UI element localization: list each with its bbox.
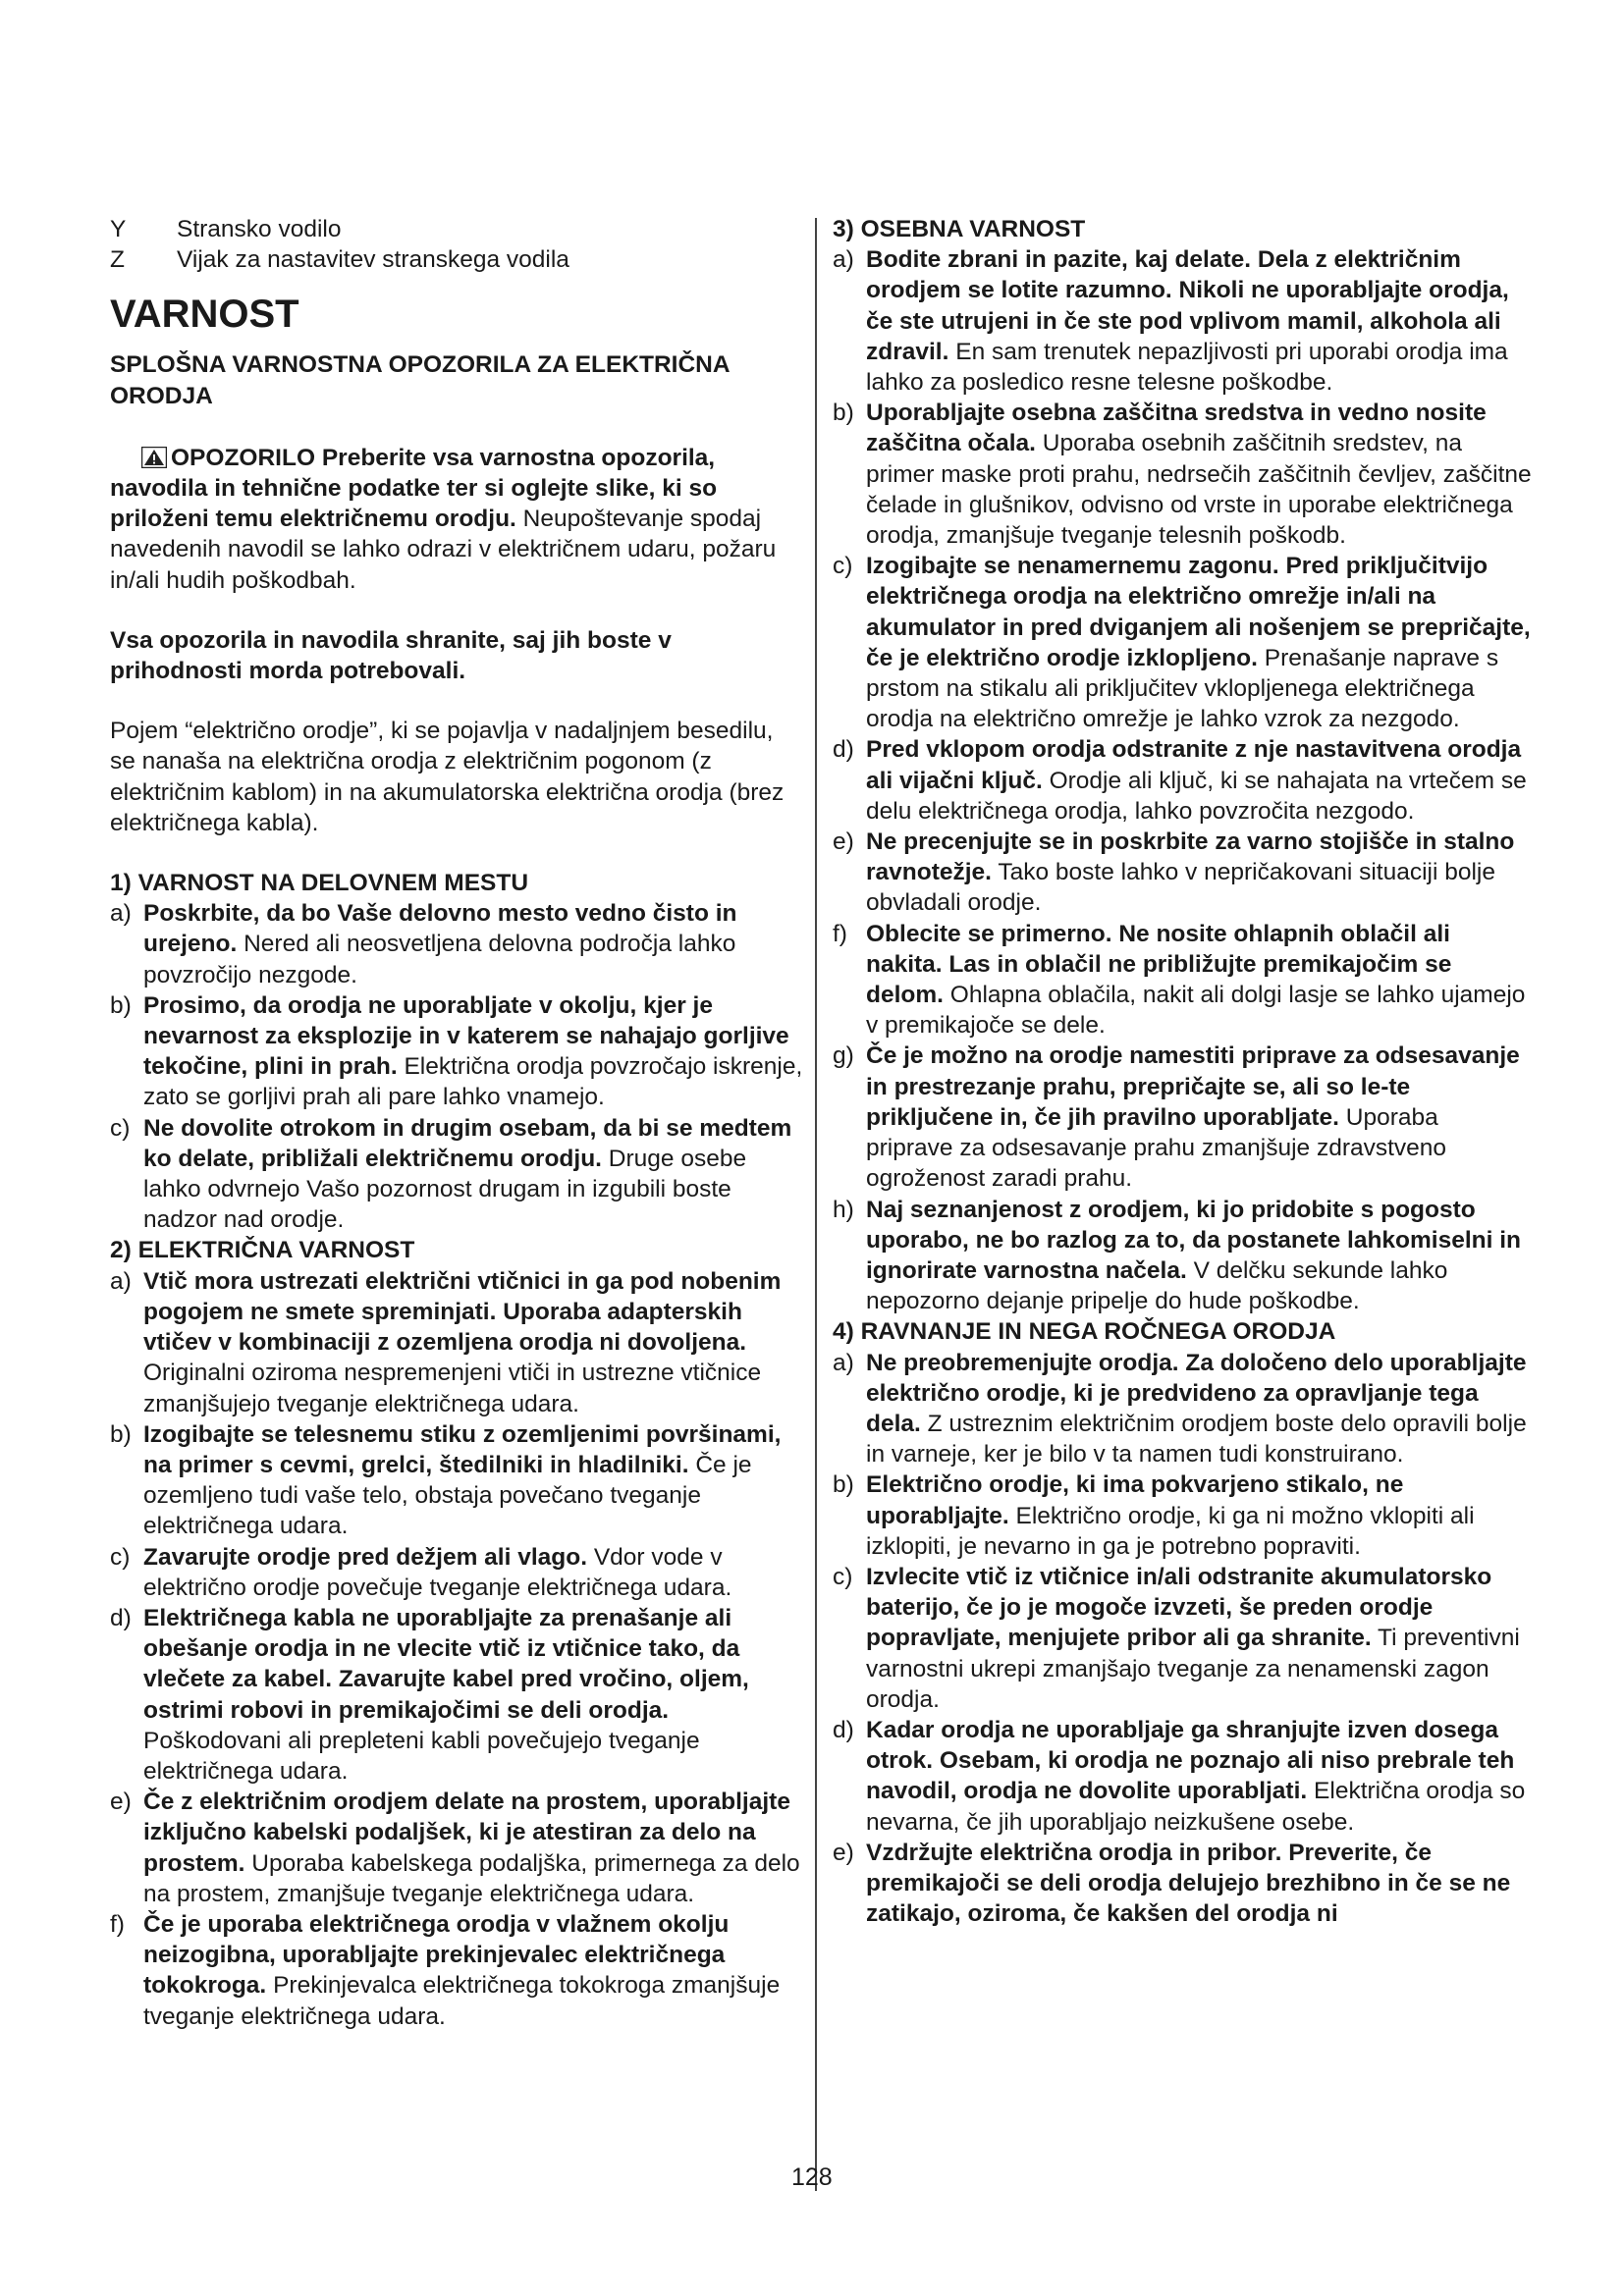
item-normal: Električna orodja povzročajo iskrenje, zato se gorljivi prah ali pare lahko vnamejo. xyxy=(143,1053,803,1111)
section-subtitle: SPLOŠNA VARNOSTNA OPOZORILA ZA ELEKTRIČNA ORODJA xyxy=(110,351,730,409)
item-bold: Ne preobremenjujte orodja. Za določeno delo uporabljajte električno orodje, ki je predvideno za opravljanje tega dela. xyxy=(866,1349,1527,1437)
list-item xyxy=(833,1195,1532,1317)
right-column xyxy=(833,214,1532,1929)
list-item xyxy=(833,1715,1532,1838)
item-normal: Uporaba osebnih zaščitnih sredstev, na primer maske proti prahu, nedrsečih zaščitnih čevljev, zaščitne čelade in glušnikov, odvisno od vrste in uporabe električnega orodja, zmanjšuje tveganje telesnih poškodb. xyxy=(866,430,1532,550)
list-item xyxy=(833,1469,1532,1562)
legend-key: Z xyxy=(110,246,125,274)
section-heading: 4) RAVNANJE IN NEGA ROČNEGA ORODJA xyxy=(833,1318,1336,1346)
item-letter: f) xyxy=(110,1910,125,1938)
page-number: 128 xyxy=(791,2163,833,2191)
item-letter: g) xyxy=(833,1042,854,1070)
item-letter: c) xyxy=(833,553,853,580)
item-normal: Prekinjevalca električnega tokokroga zmanjšuje tveganje električnega udara. xyxy=(143,1972,781,2030)
item-normal: V delčku sekunde lahko nepozorno dejanje pripelje do hude poškodbe. xyxy=(866,1256,1448,1315)
list-item xyxy=(110,1419,805,1542)
item-bold: Ne dovolite otrokom in drugim osebam, da bi se medtem ko delate, približali električnemu orodju. xyxy=(143,1114,792,1172)
item-normal: En sam trenutek nepazljivosti pri uporabi orodja ima lahko za posledico resne telesne poškodbe. xyxy=(866,338,1508,397)
item-normal: Uporaba kabelskega podaljška, primernega za delo na prostem, zmanjšuje tveganje električnega udara. xyxy=(143,1849,800,1907)
item-letter: d) xyxy=(833,1716,854,1743)
list-item xyxy=(833,734,1532,827)
item-normal: Originalni oziroma nespremenjeni vtiči in ustrezne vtičnice zmanjšujejo tveganje električnega udara. xyxy=(143,1360,762,1417)
item-normal: Ohlapna oblačila, nakit ali dolgi lasje se lahko ujamejo v premikajoče se dele. xyxy=(866,982,1526,1040)
list-item xyxy=(833,244,1532,398)
item-bold: Prosimo, da orodja ne uporabljate v okolju, kjer je nevarnost za eksplozije in v katerem se nahajajo gorljive tekočine, plini in prah. xyxy=(143,991,789,1081)
item-bold: Električnega kabla ne uporabljajte za prenašanje ali obešanje orodja in ne vlecite vtič iz vtičnice tako, da vlečete za kabel. Zavarujte kabel pred vročino, oljem, ostrimi robovi in premikajočimi se deli orodja. xyxy=(143,1604,749,1724)
item-letter: c) xyxy=(110,1114,131,1142)
list-item xyxy=(110,1787,805,1909)
list-item xyxy=(833,919,1532,1041)
item-letter: d) xyxy=(110,1604,132,1631)
item-bold: Če je možno na orodje namestiti priprave za odsesavanje in prestrezanje prahu, prepričajte se, ali so le-te priključene in, če jih pravilno uporabljate. xyxy=(866,1042,1520,1131)
section-heading: 2) ELEKTRIČNA VARNOST xyxy=(110,1237,415,1264)
list-item xyxy=(110,1266,805,1419)
list-item xyxy=(110,1909,805,2032)
warning-normal: Neupoštevanje spodaj navedenih navodil se lahko odrazi v električnem udaru, požaru in/ali hudih poškodbah. xyxy=(110,506,777,594)
item-letter: c) xyxy=(110,1543,131,1571)
list-item xyxy=(833,1348,1532,1470)
item-bold: Vzdržujte električna orodja in pribor. Preverite, če premikajoči se deli orodja delujejo brezhibno in če se ne zatikajo, oziroma, če kakšen del orodja ni xyxy=(866,1839,1511,1928)
item-bold: Bodite zbrani in pazite, kaj delate. Dela z električnim orodjem se lotite razumno. Nikoli ne uporabljajte orodja, če ste utrujeni in če ste pod vplivom mamil, alkohola ali zdravil. xyxy=(866,246,1509,365)
page-title: VARNOST xyxy=(110,293,299,337)
item-normal: Poškodovani ali prepleteni kabli povečujejo tveganje električnega udara. xyxy=(143,1727,700,1785)
item-bold: Vtič mora ustrezati električni vtičnici in ga pod nobenim pogojem ne smete spreminjati. Uporaba adapterskih vtičev v kombinaciji z ozemljena orodja ni dovoljena. xyxy=(143,1267,782,1357)
item-letter: a) xyxy=(833,246,854,274)
warning-triangle-icon xyxy=(141,446,167,467)
list-item xyxy=(110,1603,805,1787)
item-bold: Poskrbite, da bo Vaše delovno mesto vedno čisto in urejeno. xyxy=(143,900,737,958)
item-letter: f) xyxy=(833,920,847,947)
warning-paragraph xyxy=(110,443,805,596)
item-bold: Izogibajte se nenamernemu zagonu. Pred priključitvijo električnega orodja na električno omrežje in/ali na akumulator in pred dviganjem ali nošenjem se prepričajte, če je električno orodje izklopljeno. xyxy=(866,553,1531,671)
item-bold: Kadar orodja ne uporabljaje ga shranjujte izven dosega otrok. Osebam, ki orodja ne poznajo ali niso prebrale teh navodil, orodja ne dovolite uporabljati. xyxy=(866,1716,1515,1805)
legend-text: Vijak za nastavitev stranskega vodila xyxy=(177,246,569,274)
item-letter: b) xyxy=(110,991,132,1019)
list-item xyxy=(833,551,1532,734)
item-bold: Ne precenjujte se in poskrbite za varno stojišče in stalno ravnotežje. xyxy=(866,828,1515,886)
list-item xyxy=(110,898,805,990)
item-normal: Če je ozemljeno tudi vaše telo, obstaja povečano tveganje električnega udara. xyxy=(143,1451,752,1540)
list-item xyxy=(833,398,1532,551)
item-bold: Naj seznanjenost z orodjem, ki jo pridobite s pogosto uporabo, ne bo razlog za to, da postanete lahkomiselni in ignorirate varnostna načela. xyxy=(866,1196,1522,1284)
item-normal: Nered ali neosvetljena delovna področja lahko povzročijo nezgode. xyxy=(143,931,736,988)
item-normal: Vdor vode v električno orodje povečuje tveganje električnega udara. xyxy=(143,1543,732,1601)
item-bold: Izogibajte se telesnemu stiku z ozemljenimi površinami, na primer s cevmi, grelci, štedilniki in hladilniki. xyxy=(143,1420,782,1478)
legend-row xyxy=(110,244,805,275)
item-letter: d) xyxy=(833,736,854,764)
item-letter: e) xyxy=(833,1839,854,1866)
left-column xyxy=(110,214,805,2032)
section-heading: 1) VARNOST NA DELOVNEM MESTU xyxy=(110,870,529,897)
item-bold: Zavarujte orodje pred dežjem ali vlago. xyxy=(143,1543,588,1571)
column-divider xyxy=(815,218,817,2191)
item-normal: Uporaba priprave za odsesavanje prahu zmanjšuje zdravstveno ogroženost zaradi prahu. xyxy=(866,1103,1447,1193)
item-bold: Izvlecite vtič iz vtičnice in/ali odstranite akumulatorsko baterijo, če jo je mogoče izvzeti, še preden orodje popravljate, menjujete pribor ali ga shranite. xyxy=(866,1563,1492,1652)
warning-label: OPOZORILO xyxy=(171,444,315,471)
list-item xyxy=(833,1562,1532,1715)
item-bold: Električno orodje, ki ima pokvarjeno stikalo, ne uporabljajte. xyxy=(866,1471,1404,1529)
item-letter: e) xyxy=(110,1789,132,1816)
list-item xyxy=(110,1542,805,1603)
term-note: Pojem “električno orodje”, ki se pojavlja v nadaljnjem besedilu, se nanaša na električna orodja z električnim pogonom (z električnim kablom) in na akumulatorska električna orodja (brez električnega kabla). xyxy=(110,718,785,836)
item-bold: Uporabljajte osebna zaščitna sredstva in vedno nosite zaščitna očala. xyxy=(866,400,1487,457)
list-item xyxy=(833,827,1532,919)
item-bold: Oblecite se primerno. Ne nosite ohlapnih oblačil ali nakita. Las in oblačil ne približujte premikajočim se delom. xyxy=(866,920,1452,1009)
item-normal: Prenašanje naprave s prstom na stikalu ali priključitev vklopljenega električnega orodja na električno omrežje je lahko vzrok za nezgodo. xyxy=(866,644,1499,733)
item-bold: Pred vklopom orodja odstranite z nje nastavitvena orodja ali vijačni ključ. xyxy=(866,736,1522,794)
list-item xyxy=(110,1113,805,1236)
item-letter: a) xyxy=(110,900,132,928)
item-letter: a) xyxy=(110,1267,132,1295)
legend-text: Stransko vodilo xyxy=(177,216,342,242)
item-letter: a) xyxy=(833,1349,854,1376)
item-normal: Tako boste lahko v nepričakovani situaciji bolje obvladali orodje. xyxy=(866,859,1495,917)
item-normal: Električno orodje, ki ga ni možno vklopiti ali izklopiti, je nevarno in ga je potrebno popraviti. xyxy=(866,1502,1475,1560)
legend-row xyxy=(110,214,805,244)
warning-bold: Preberite vsa varnostna opozorila, navodila in tehnične podatke ter si oglejte slike, ki so priloženi temu električnemu orodju. xyxy=(110,444,718,533)
section-heading: 3) OSEBNA VARNOST xyxy=(833,216,1086,242)
item-bold: Če je uporaba električnega orodja v vlažnem okolju neizogibna, uporabljajte prekinjevalec električnega tokokroga. xyxy=(143,1910,730,2000)
item-bold: Če z električnim orodjem delate na prostem, uporabljajte izključno kabelski podaljšek, ki je atestiran za delo na prostem. xyxy=(143,1789,790,1877)
list-item xyxy=(833,1041,1532,1194)
item-letter: e) xyxy=(833,828,854,856)
item-letter: c) xyxy=(833,1563,853,1590)
legend-key: Y xyxy=(110,216,127,242)
list-item xyxy=(833,1838,1532,1930)
item-normal: Z ustreznim električnim orodjem boste delo opravili bolje in varneje, ker je bilo v ta namen tudi konstruirano. xyxy=(866,1410,1527,1468)
item-letter: b) xyxy=(833,400,854,427)
item-letter: h) xyxy=(833,1196,854,1223)
item-letter: b) xyxy=(110,1420,132,1448)
item-normal: Ti preventivni varnostni ukrepi zmanjšajo tveganje za nenamenski zagon orodja. xyxy=(866,1625,1520,1713)
item-normal: Druge osebe lahko odvrnejo Vašo pozornost drugam in izgubili boste nadzor nad orodje. xyxy=(143,1145,747,1234)
keep-note: Vsa opozorila in navodila shranite, saj jih boste v prihodnosti morda potrebovali. xyxy=(110,626,672,685)
item-normal: Orodje ali ključ, ki se nahajata na vrtečem se delu električnega orodja, lahko povzročita nezgodo. xyxy=(866,767,1527,825)
list-item xyxy=(110,990,805,1113)
item-letter: b) xyxy=(833,1471,854,1499)
item-normal: Električna orodja so nevarna, če jih uporabljajo neizkušene osebe. xyxy=(866,1778,1526,1836)
